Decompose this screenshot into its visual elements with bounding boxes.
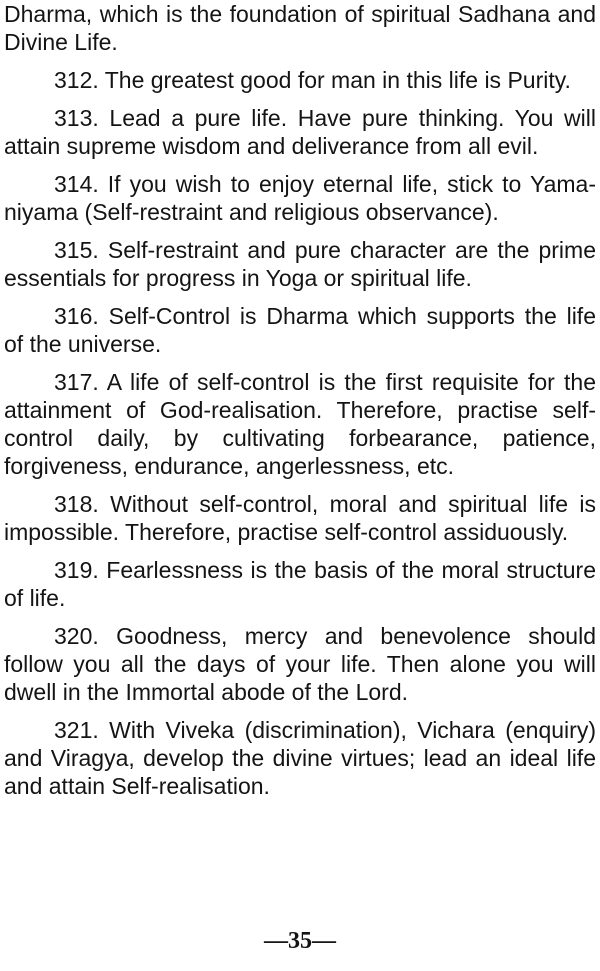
- paragraph-321: 321. With Viveka (discrimination), Vichara (enquiry) and Viragya, develop the divine virtues; lead an ideal life and attain Self-realisation.: [4, 717, 596, 799]
- paragraph-314: 314. If you wish to enjoy eternal life, stick to Yama-niyama (Self-restraint and religious observance).: [4, 171, 596, 225]
- page-number: —35—: [264, 928, 336, 954]
- paragraph-315: 315. Self-restraint and pure character are the prime essentials for progress in Yoga or spiritual life.: [4, 237, 596, 291]
- paragraph-318: 318. Without self-control, moral and spiritual life is impossible. Therefore, practise self-control assiduously.: [4, 491, 596, 545]
- paragraph-316: 316. Self-Control is Dharma which supports the life of the universe.: [4, 303, 596, 357]
- paragraph-319: 319. Fearlessness is the basis of the moral structure of life.: [4, 557, 596, 611]
- paragraph-continuation: Dharma, which is the foundation of spiritual Sadhana and Divine Life.: [4, 1, 596, 55]
- page-body: [4, 0, 596, 800]
- paragraph-317: 317. A life of self-control is the first requisite for the attainment of God-realisation. Therefore, practise self-control daily, by cultivating forbearance, patience, forgiveness, endurance, angerlessness, etc.: [4, 369, 596, 479]
- paragraph-312: 312. The greatest good for man in this life is Purity.: [54, 67, 571, 93]
- paragraph-313: 313. Lead a pure life. Have pure thinking. You will attain supreme wisdom and deliverance from all evil.: [4, 105, 596, 159]
- paragraph-320: 320. Goodness, mercy and benevolence should follow you all the days of your life. Then alone you will dwell in the Immortal abode of the Lord.: [4, 623, 596, 705]
